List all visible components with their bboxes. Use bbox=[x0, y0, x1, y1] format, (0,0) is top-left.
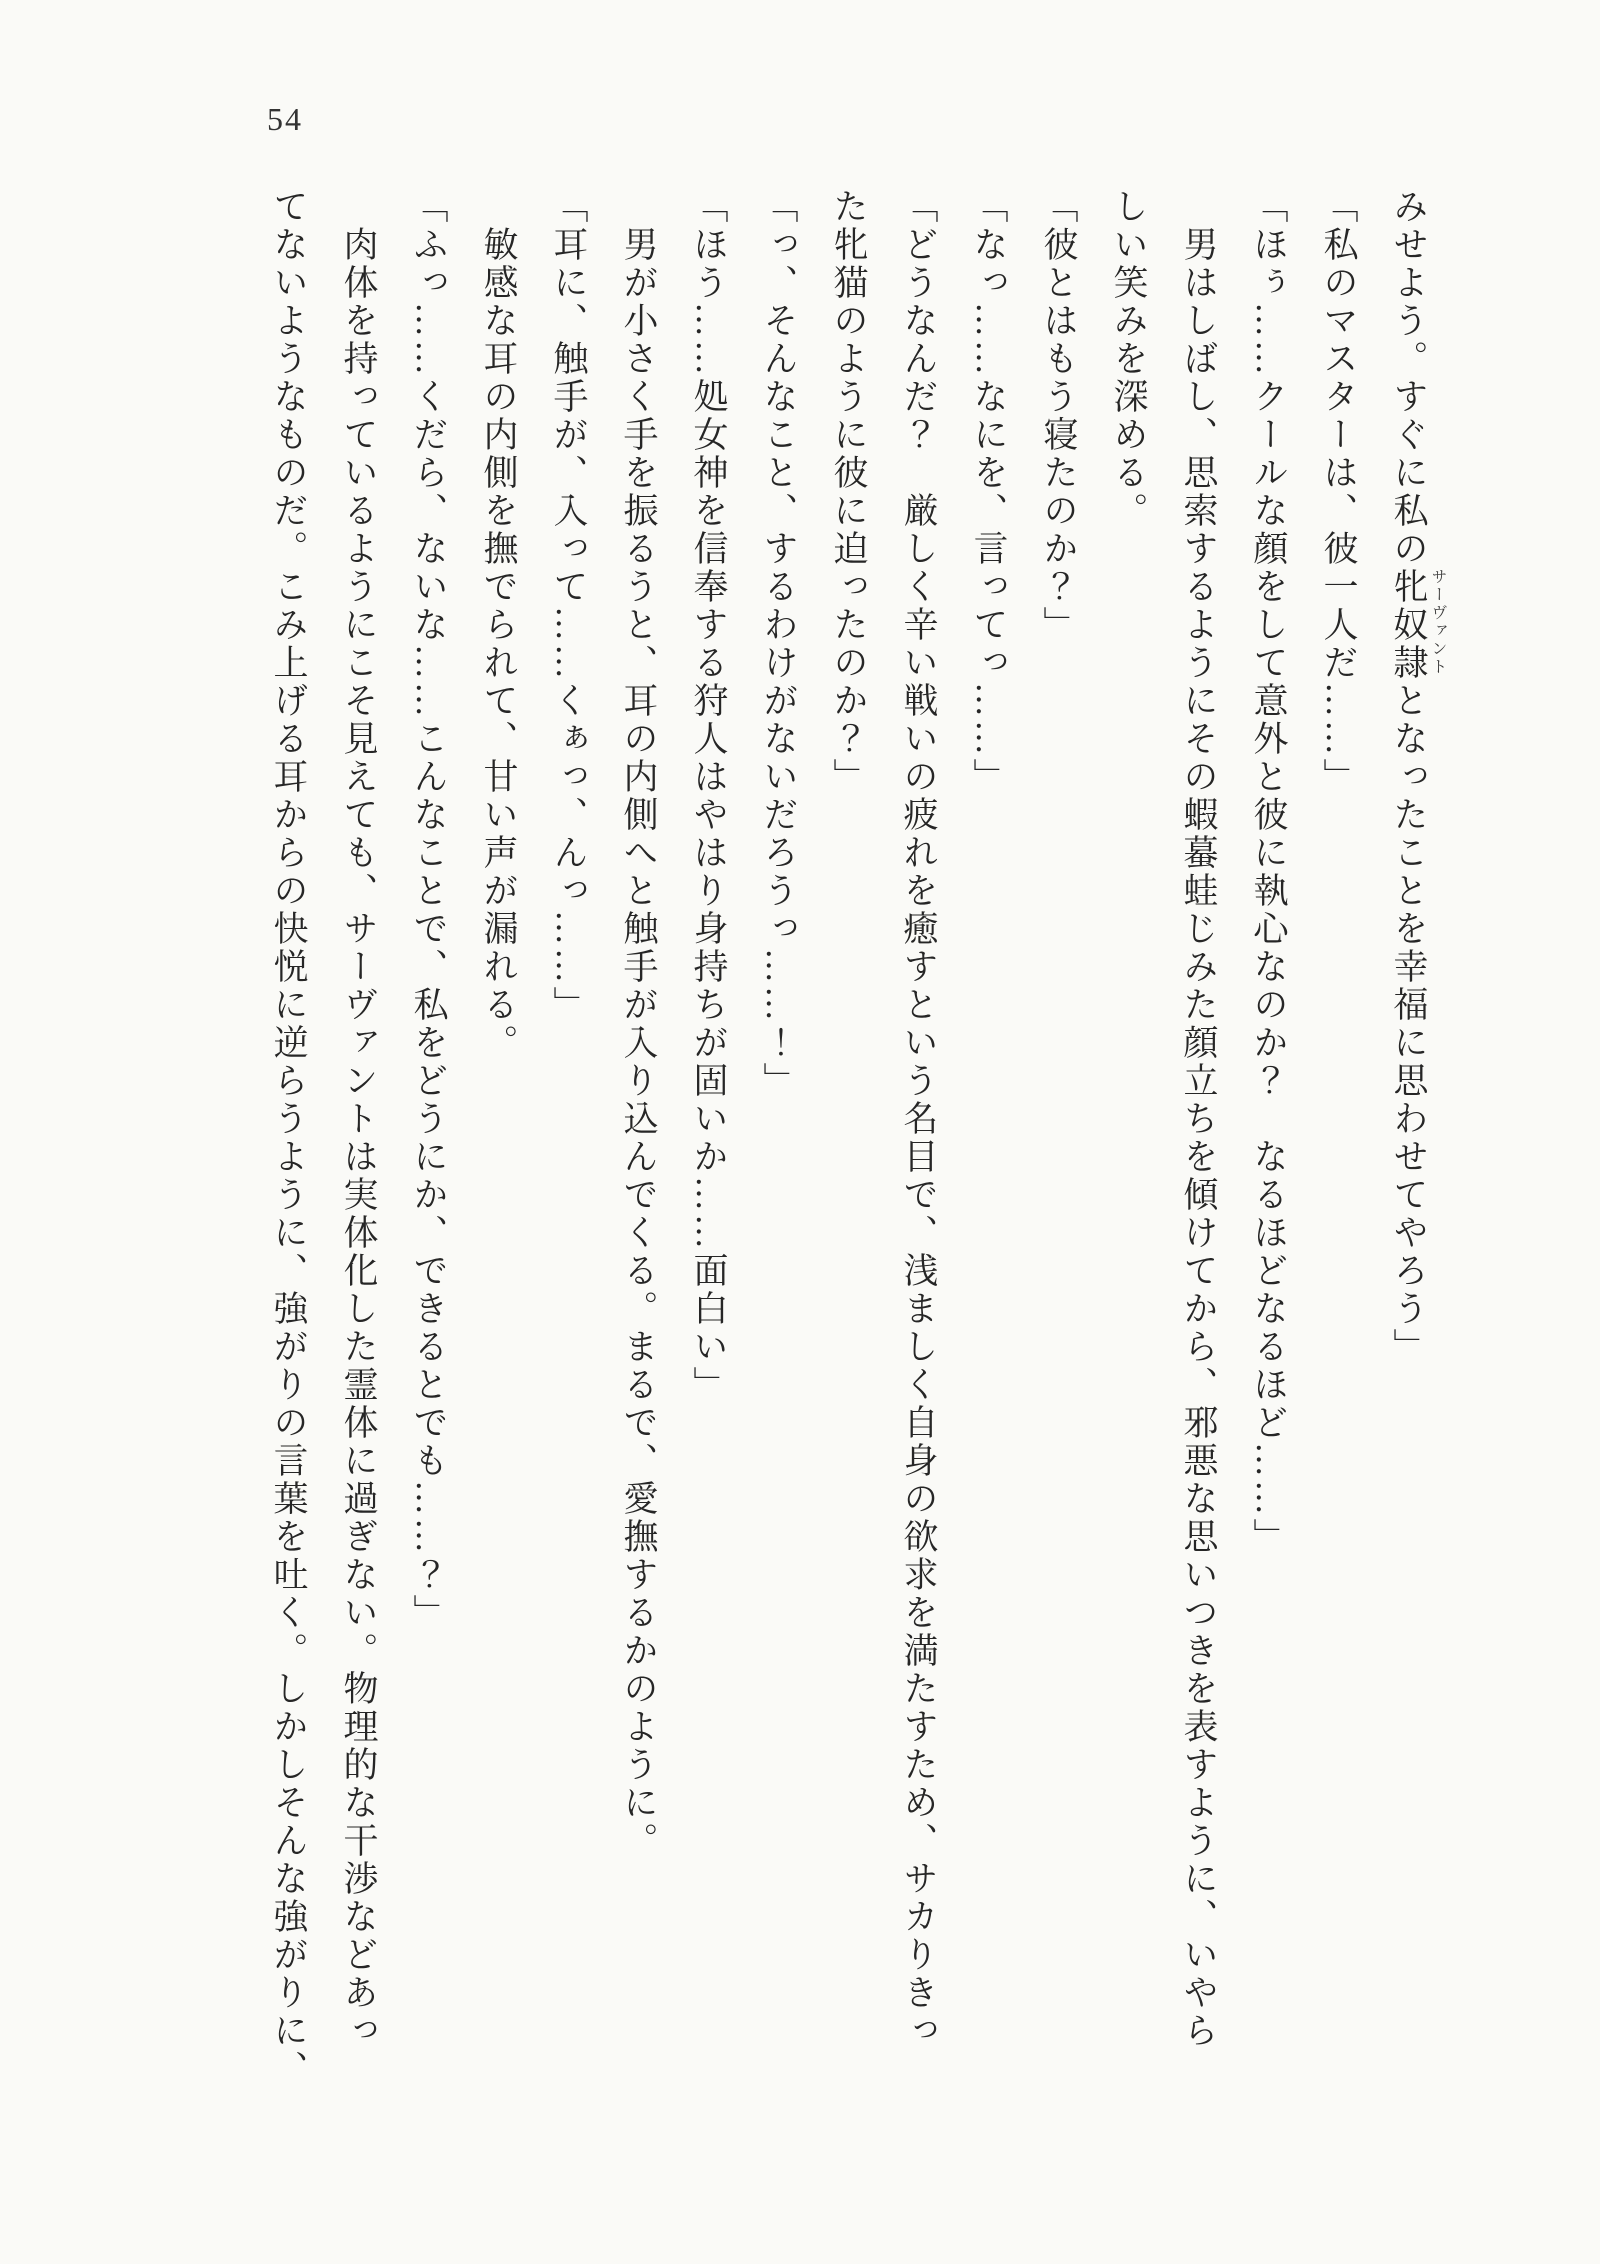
text-column-02: 「私のマスターは、彼一人だ……」 bbox=[1319, 188, 1358, 796]
text-column-08: 「どうなんだ？ 厳しく辛い戦いの疲れを癒すという名目で、浅ましく自身の欲求を満たすため、サカりきっ bbox=[899, 188, 938, 2050]
page-number: 54 bbox=[267, 101, 303, 137]
text-column-04: 男はしばし、思索するようにその蝦蟇蛙じみた顔立ちを傾けてから、邪悪な思いつきを表すように、いやら bbox=[1179, 188, 1218, 2050]
text-column-07: 「なっ……なにを、言ってっ……」 bbox=[969, 188, 1008, 796]
text-column-13: 「耳に、触手が、入って……くぁっ、んっ……」 bbox=[549, 188, 588, 1024]
text-column-06: 「彼とはもう寝たのか？」 bbox=[1039, 188, 1078, 644]
text-column-15: 「ふっ……くだら、ないな……こんなことで、私をどうにか、できるとでも……？」 bbox=[409, 188, 448, 1632]
text-column-09: た牝猫のように彼に迫ったのか？」 bbox=[829, 188, 868, 796]
text-column-03: 「ほぅ……クールな顔をして意外と彼に執心なのか？ なるほどなるほど……」 bbox=[1249, 188, 1288, 1556]
text-column-10: 「っ、そんなこと、するわけがないだろうっ……！」 bbox=[759, 188, 798, 1100]
text-column-16: 肉体を持っているようにこそ見えても、サーヴァントは実体化した霊体に過ぎない。物理的な干渉などあっ bbox=[339, 188, 378, 2050]
text-column-17: てないようなものだ。こみ上げる耳からの快悦に逆らうように、強がりの言葉を吐く。しかしそんな強がりに、 bbox=[269, 188, 308, 2088]
text-column-01: みせよう。すぐに私の牝奴隷となったことを幸福に思わせてやろう」 bbox=[1389, 188, 1428, 1366]
text-column-05: しい笑みを深める。 bbox=[1109, 188, 1148, 530]
furigana-servant: サーヴァント bbox=[1429, 568, 1446, 676]
text-column-14: 敏感な耳の内側を撫でられて、甘い声が漏れる。 bbox=[479, 188, 518, 1062]
text-column-12: 男が小さく手を振るうと、耳の内側へと触手が入り込んでくる。まるで、愛撫するかのように。 bbox=[619, 188, 658, 1860]
text-column-11: 「ほう……処女神を信奉する狩人はやはり身持ちが固いか……面白い」 bbox=[689, 188, 728, 1404]
text-block bbox=[253, 188, 1446, 2148]
